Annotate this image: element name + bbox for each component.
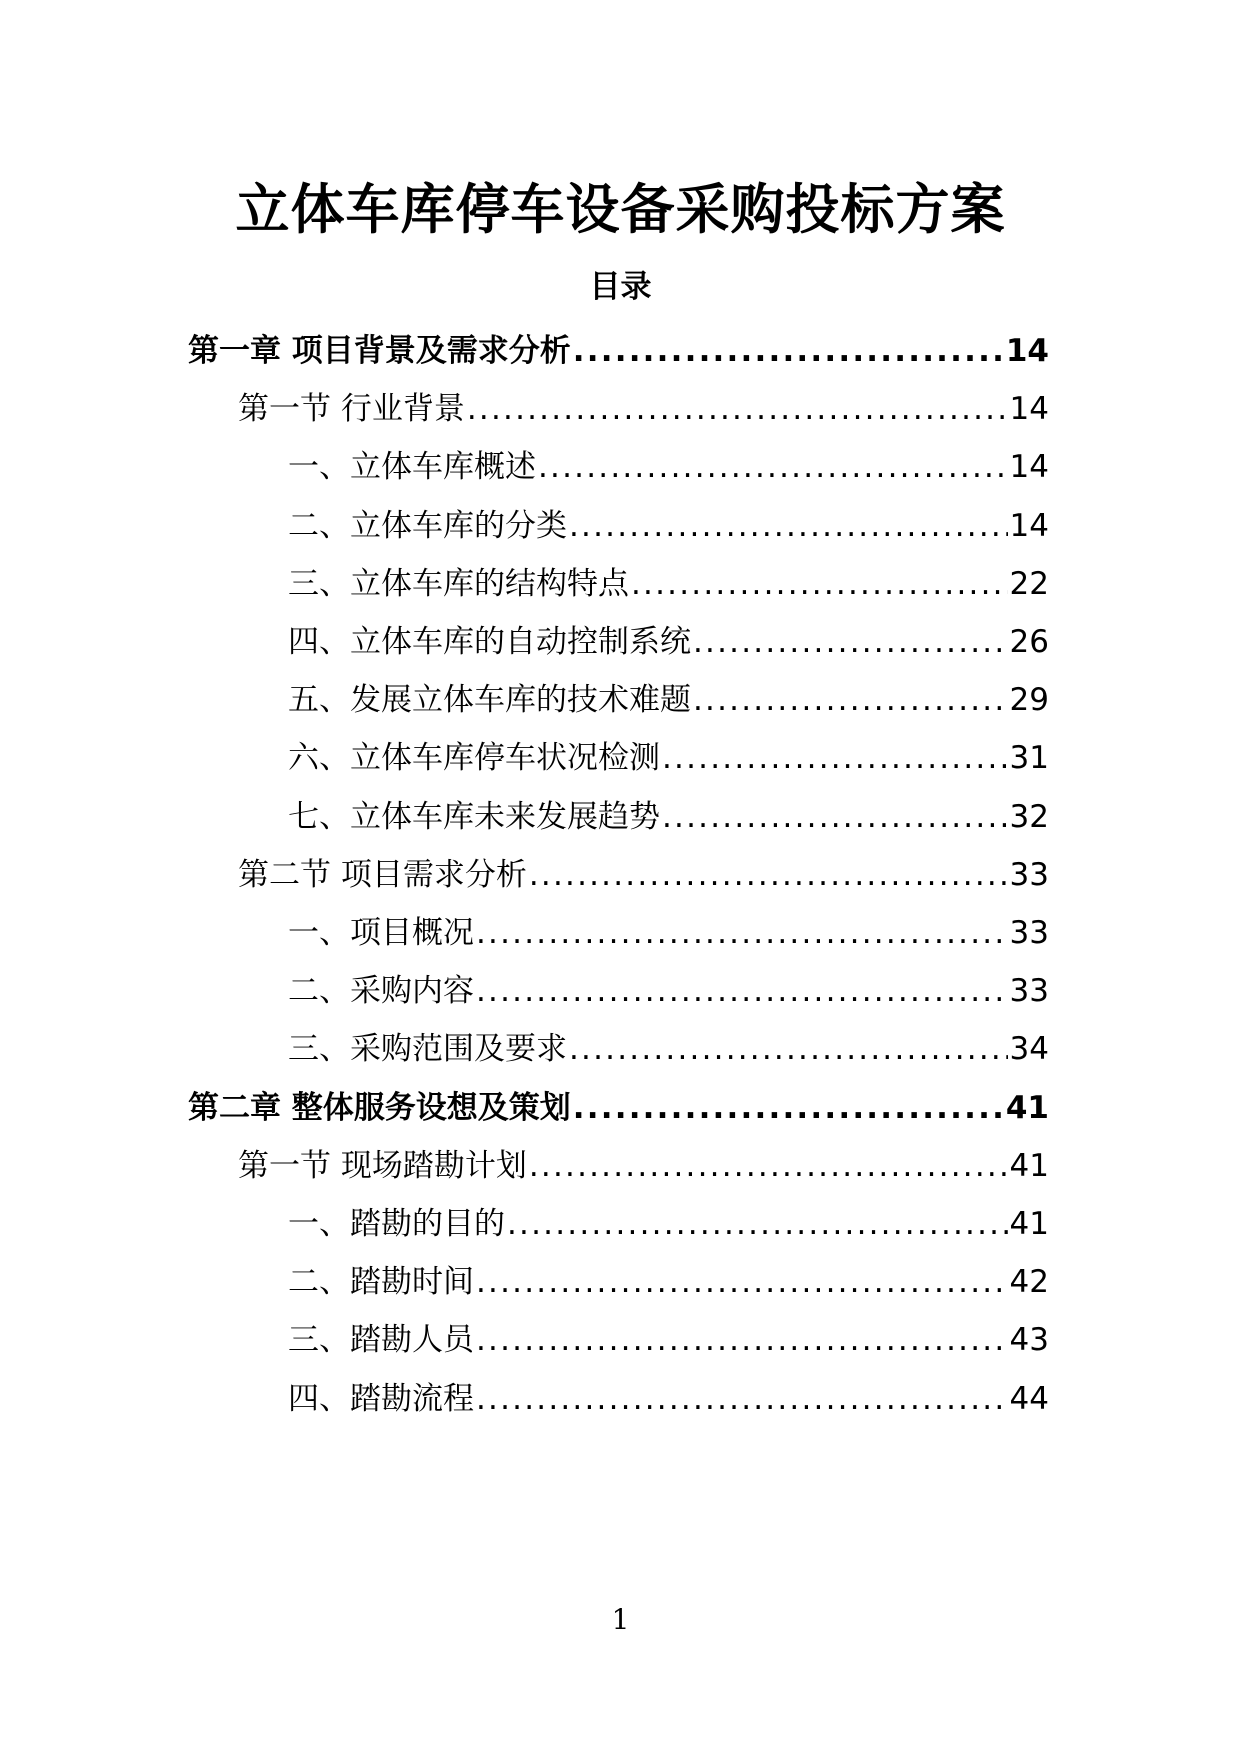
toc-entry-title: 第二节 项目需求分析 <box>238 856 527 893</box>
toc-leader-dots <box>529 1141 1008 1191</box>
toc-leader-dots <box>538 442 1008 492</box>
toc-entry-page: 33 <box>1009 973 1049 1010</box>
toc-entry-title: 五、发展立体车库的技术难题 <box>288 682 691 719</box>
toc-entry-page: 22 <box>1009 565 1049 602</box>
document-title: 立体车库停车设备采购投标方案 <box>235 178 1006 241</box>
toc-leader-dots <box>573 1083 1004 1133</box>
toc-leader-dots <box>529 850 1008 900</box>
toc-entry[interactable] <box>288 617 1049 667</box>
toc-entry[interactable] <box>238 384 1049 434</box>
toc-entry[interactable] <box>288 559 1049 609</box>
toc-entry-page: 41 <box>1009 1206 1049 1242</box>
toc-entry[interactable] <box>288 1257 1049 1307</box>
toc-entry-title: 二、踏勘时间 <box>288 1264 474 1301</box>
toc-entry-title: 一、立体车库概述 <box>288 449 536 486</box>
toc-entry-title: 二、采购内容 <box>288 973 474 1010</box>
toc-entry[interactable] <box>288 792 1049 842</box>
toc-leader-dots <box>631 559 1008 609</box>
toc-entry[interactable] <box>238 850 1049 900</box>
toc-leader-dots <box>476 1315 1008 1365</box>
toc-leader-dots <box>507 1199 1008 1249</box>
toc-entry-page: 43 <box>1009 1322 1049 1359</box>
toc-entry-page: 33 <box>1009 915 1049 951</box>
toc-entry-page: 34 <box>1009 1031 1049 1068</box>
toc-leader-dots <box>693 617 1008 667</box>
toc-leader-dots <box>476 1257 1008 1307</box>
toc-entry-title: 四、踏勘流程 <box>288 1380 474 1417</box>
toc-entry-page: 41 <box>1009 1147 1049 1184</box>
toc-entry-page: 41 <box>1005 1089 1049 1126</box>
toc-entry-title: 二、立体车库的分类 <box>288 507 567 544</box>
toc-entry-title: 三、立体车库的结构特点 <box>288 565 629 602</box>
toc-entry[interactable] <box>288 908 1049 958</box>
toc-entry-title: 第一节 行业背景 <box>238 391 465 428</box>
toc-entry[interactable] <box>288 1199 1049 1249</box>
toc-leader-dots <box>693 675 1008 725</box>
toc-entry-title: 第一节 现场踏勘计划 <box>238 1147 527 1184</box>
toc-entry-title: 四、立体车库的自动控制系统 <box>288 624 691 660</box>
toc-entry-title: 三、踏勘人员 <box>288 1322 474 1359</box>
toc-entry-page: 42 <box>1009 1264 1049 1301</box>
toc-entry-title: 一、踏勘的目的 <box>288 1206 505 1242</box>
toc-entry[interactable] <box>238 1141 1049 1191</box>
toc-entry[interactable] <box>188 1083 1049 1133</box>
toc-leader-dots <box>476 1374 1008 1424</box>
page-number: 1 <box>611 1603 630 1636</box>
toc-entry-title: 第二章 整体服务设想及策划 <box>188 1089 571 1126</box>
toc-entry-page: 26 <box>1009 624 1049 660</box>
toc-entry-title: 六、立体车库停车状况检测 <box>288 740 660 777</box>
toc-entry-page: 29 <box>1009 682 1049 719</box>
toc-entry[interactable] <box>188 326 1049 376</box>
toc-entry[interactable] <box>288 1374 1049 1424</box>
toc-entry[interactable] <box>288 442 1049 492</box>
toc-entry[interactable] <box>288 501 1049 551</box>
toc-entry-title: 三、采购范围及要求 <box>288 1031 567 1068</box>
toc-leader-dots <box>476 966 1008 1016</box>
toc-heading: 目录 <box>589 269 652 305</box>
toc-leader-dots <box>573 326 1004 376</box>
toc-entry[interactable] <box>288 1315 1049 1365</box>
toc-entry-page: 14 <box>1009 449 1049 486</box>
toc-leader-dots <box>569 1024 1008 1074</box>
toc-entry-page: 33 <box>1009 856 1049 893</box>
toc-entry-page: 14 <box>1009 391 1049 428</box>
toc-entry-page: 14 <box>1009 507 1049 544</box>
toc-entry-page: 44 <box>1009 1380 1049 1417</box>
toc-entry[interactable] <box>288 733 1049 783</box>
toc-leader-dots <box>467 384 1008 434</box>
toc-entry-title: 第一章 项目背景及需求分析 <box>188 333 571 369</box>
toc-leader-dots <box>476 908 1008 958</box>
toc-entry[interactable] <box>288 675 1049 725</box>
toc-entry[interactable] <box>288 1024 1049 1074</box>
toc-leader-dots <box>662 733 1008 783</box>
toc-entry-page: 31 <box>1009 740 1049 777</box>
toc-leader-dots <box>662 792 1008 842</box>
toc-entry-page: 32 <box>1009 798 1049 835</box>
toc-leader-dots <box>569 501 1008 551</box>
toc-entry-page: 14 <box>1005 333 1049 369</box>
toc-entry-title: 一、项目概况 <box>288 915 474 951</box>
toc-entry-title: 七、立体车库未来发展趋势 <box>288 798 660 835</box>
toc-entry[interactable] <box>288 966 1049 1016</box>
